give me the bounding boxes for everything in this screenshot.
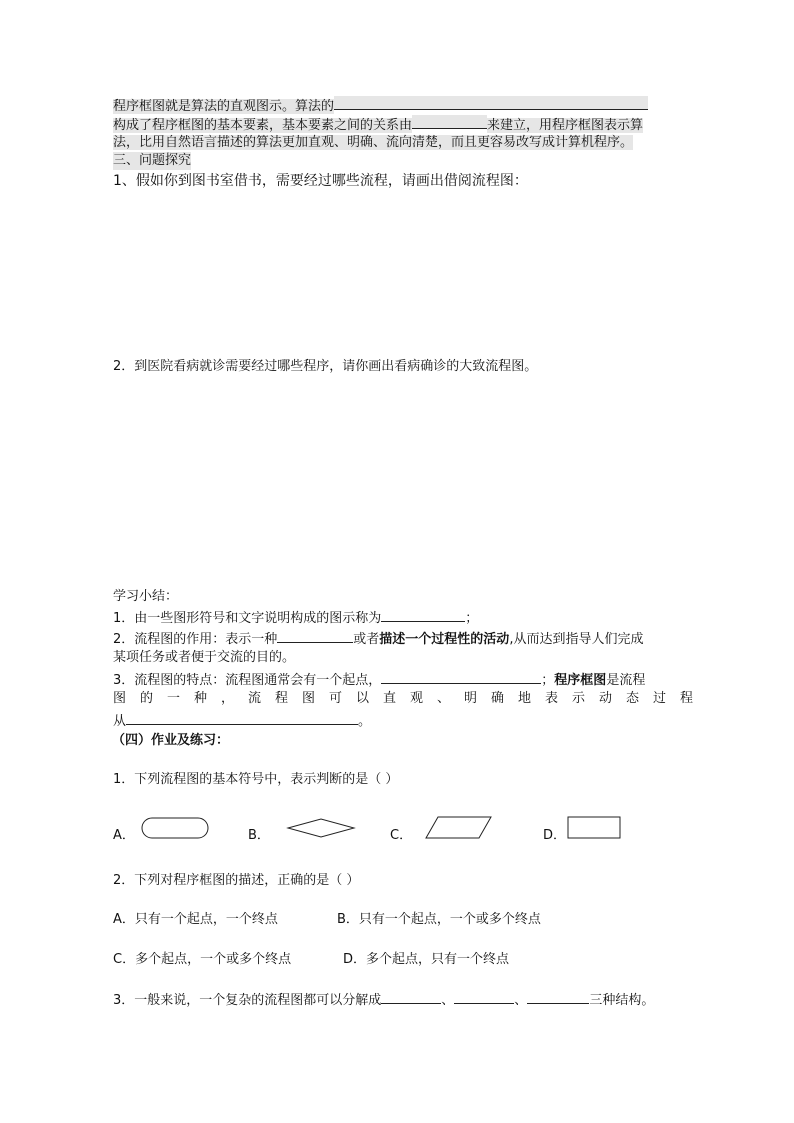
blank-relation[interactable] <box>412 115 487 129</box>
decision-diamond-icon <box>285 817 357 839</box>
q1-option-b[interactable]: B． <box>248 828 270 843</box>
blank-flowchart-purpose[interactable] <box>277 629 353 643</box>
q2-option-a[interactable]: A．只有一个起点，一个终点 <box>113 912 278 927</box>
intro-line-2 <box>113 115 643 135</box>
q2-option-d[interactable]: D．多个起点，只有一个终点 <box>343 952 510 967</box>
blank-structure-3[interactable] <box>527 990 589 1004</box>
homework-question-1: 1．下列流程图的基本符号中，表示判断的是（ ） <box>113 772 399 787</box>
q3-end: 三种结构。 <box>589 993 655 1008</box>
blank-flowchart-name[interactable] <box>381 608 465 622</box>
blank-algorithm-elements[interactable] <box>334 96 648 110</box>
homework-heading: （四）作业及练习： <box>112 733 230 748</box>
q1-option-d[interactable]: D． <box>543 828 567 843</box>
blank-flowchart-end[interactable] <box>381 670 541 684</box>
intro-text-3: 法，比用自然语言描述的算法更加直观、明确、流向清楚，而且更容易改写成计算机程序。 <box>113 135 634 150</box>
summary-item-3-semicolon: ； <box>541 673 555 688</box>
intro-text-1: 程序框图就是算法的直观图示。算法的 <box>113 99 335 114</box>
summary-item-2-cont: 某项任务或者便于交流的目的。 <box>113 650 296 665</box>
section-3-heading: 三、问题探究 <box>113 153 192 168</box>
question-borrow-book: 1、假如你到图书室借书，需要经过哪些流程，请画出借阅流程图： <box>113 173 528 189</box>
q3-separator-1: 、 <box>441 993 455 1008</box>
blank-process-from[interactable] <box>126 711 358 725</box>
q1-option-c[interactable]: C． <box>390 828 413 843</box>
homework-question-2: 2．下列对程序框图的描述，正确的是（ ） <box>113 873 360 888</box>
summary-item-2-bold: 描述一个过程性的活动 <box>379 632 510 647</box>
blank-structure-1[interactable] <box>381 990 441 1004</box>
q1-option-a[interactable]: A． <box>113 828 135 843</box>
summary-item-3-cont: 图的一种，流程图可以直观、明确地表示动态过程 <box>113 691 708 706</box>
intro-line-3 <box>113 134 633 152</box>
summary-item-1-text: 1．由一些图形符号和文字说明构成的图示称为 <box>113 611 382 626</box>
summary-item-2 <box>113 629 643 649</box>
io-parallelogram-icon <box>424 815 494 841</box>
summary-item-3-text-c: 是流程 <box>606 673 646 688</box>
intro-text-2a: 构成了程序框图的基本要素，基本要素之间的关系由 <box>113 118 413 133</box>
q2-option-c[interactable]: C．多个起点，一个或多个终点 <box>113 952 292 967</box>
summary-item-2-text-c: ,从而达到指导人们完成 <box>509 632 644 647</box>
summary-item-3-from: 从 <box>113 714 127 729</box>
homework-question-3 <box>113 990 654 1010</box>
q3-separator-2: 、 <box>514 993 528 1008</box>
summary-item-3-cont2 <box>113 711 371 731</box>
summary-item-1-end: ； <box>465 611 479 626</box>
blank-structure-2[interactable] <box>454 990 514 1004</box>
intro-line-1 <box>113 96 648 116</box>
q3-text: 3．一般来说，一个复杂的流程图都可以分解成 <box>113 993 382 1008</box>
summary-item-3-period: 。 <box>358 714 372 729</box>
terminal-shape-icon <box>140 816 210 840</box>
summary-item-3-text-a: 3．流程图的特点：流程图通常会有一个起点， <box>113 673 382 688</box>
intro-text-2b: 来建立，用程序框图表示算 <box>487 118 644 133</box>
summary-item-3 <box>113 670 645 690</box>
summary-item-2-text-b: 或者 <box>353 632 380 647</box>
summary-heading: 学习小结： <box>113 589 179 604</box>
process-rectangle-icon <box>566 815 622 840</box>
q2-option-b[interactable]: B．只有一个起点，一个或多个终点 <box>337 912 541 927</box>
summary-item-3-bold: 程序框图 <box>554 673 607 688</box>
question-hospital: 2．到医院看病就诊需要经过哪些程序，请你画出看病确诊的大致流程图。 <box>113 359 538 374</box>
summary-item-1 <box>113 608 478 628</box>
summary-item-2-text-a: 2．流程图的作用：表示一种 <box>113 632 278 647</box>
